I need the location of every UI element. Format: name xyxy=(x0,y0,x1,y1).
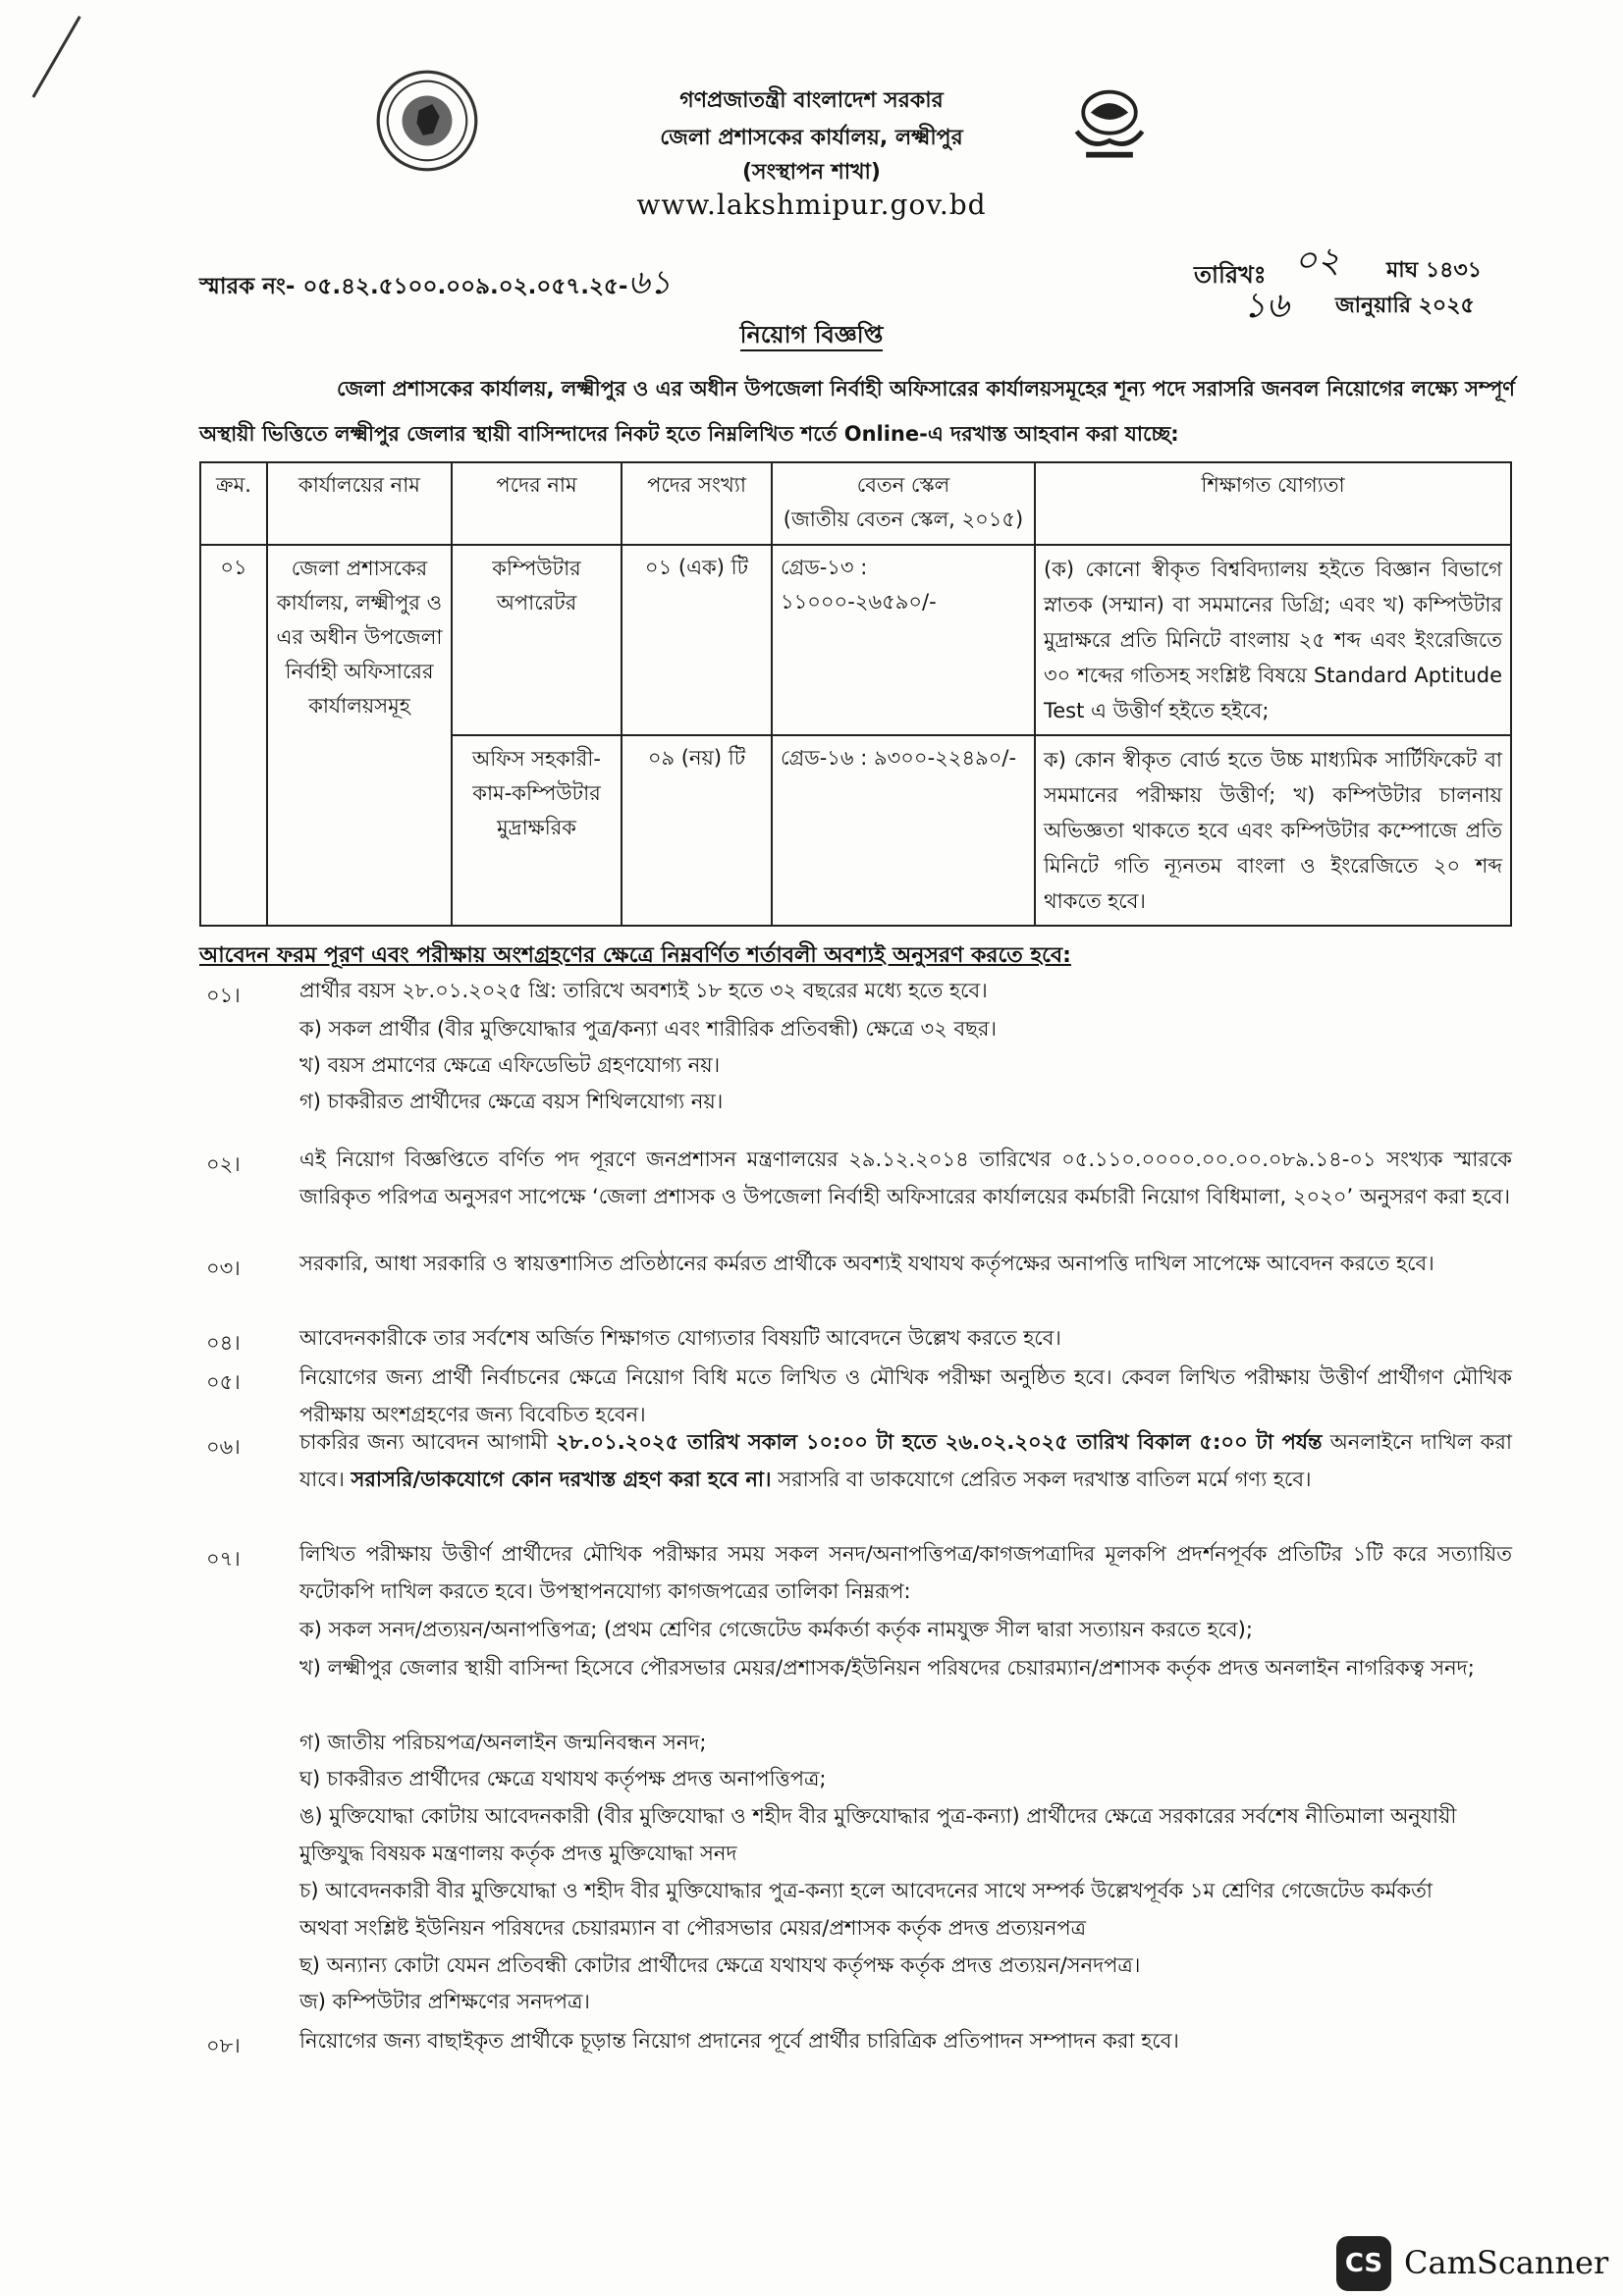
cell-qualification: ক) কোন স্বীকৃত বোর্ড হতে উচ্চ মাধ্যমিক সার্টিফিকেট বা সমমানের পরীক্ষায় উত্তীর্ণ; খ) কম্পিউটার চালনায় অভিজ্ঞতা থাকতে হবে এবং কম্পিউটার কম্পোজে প্রতি মিনিটে গতি ন্যূনতম বাংলা ও ইংরেজিতে ২০ শব্দ থাকতে হবে। xyxy=(1035,735,1511,926)
cell-scale: গ্রেড-১৬ : ৯৩০০-২২৪৯০/- xyxy=(772,735,1035,926)
condition-number: ০৬। xyxy=(206,1435,241,1459)
cell-post: অফিস সহকারী-কাম-কম্পিউটার মুদ্রাক্ষরিক xyxy=(452,735,622,926)
date-label: তারিখঃ xyxy=(1194,261,1267,289)
date-day-english: ১৬ xyxy=(1243,286,1289,326)
cell-count: ০৯ (নয়) টি xyxy=(622,735,772,926)
condition-number: ০৪। xyxy=(206,1331,241,1355)
memo-label: স্মারক নং- ০৫.৪২.৫১০০.০০৯.০২.০৫৭.২৫- xyxy=(199,274,628,299)
header-website: www.lakshmipur.gov.bd xyxy=(636,188,987,221)
notice-title: নিয়োগ বিজ্ঞপ্তি xyxy=(0,317,1623,356)
condition-subitem: ঘ) চাকরীরত প্রার্থীদের ক্ষেত্রে যথাযথ কর্তৃপক্ষ প্রদত্ত অনাপত্তিপত্র; xyxy=(299,1767,827,1790)
conditions-heading: আবেদন ফরম পূরণ এবং পরীক্ষায় অংশগ্রহণের ক্ষেত্রে নিম্নবর্ণিত শর্তাবলী অবশ্যই অনুসরণ করতে হবে: xyxy=(199,943,1071,968)
condition-subitem: ক) সকল প্রার্থীর (বীর মুক্তিযোদ্ধার পুত্র/কন্যা এবং শারীরিক প্রতিবন্ধী) ক্ষেত্রে ৩২ বছর। xyxy=(299,1017,997,1041)
memo-number xyxy=(199,257,672,313)
cell-serial: ০১ xyxy=(200,545,267,926)
col-office: কার্যালয়ের নাম xyxy=(267,462,452,545)
date-month-bangla: মাঘ ১৪৩১ xyxy=(1386,258,1482,283)
camscanner-logo-icon: CS xyxy=(1336,2236,1391,2291)
col-count: পদের সংখ্যা xyxy=(622,462,772,545)
condition-text: নিয়োগের জন্য প্রার্থী নির্বাচনের ক্ষেত্রে নিয়োগ বিধি মতে লিখিত ও মৌখিক পরীক্ষা অনুষ্ঠিত হবে। কেবল লিখিত পরীক্ষায় উত্তীর্ণ প্রার্থীগণ মৌখিক পরীক্ষায় অংশগ্রহণের জন্য বিবেচিত হবেন। xyxy=(299,1365,1512,1426)
condition-subitem: ক) সকল সনদ/প্রত্যয়ন/অনাপত্তিপত্র; (প্রথম শ্রেণির গেজেটেড কর্মকর্তা কর্তৃক নামযুক্ত সীল দ্বারা সত্যায়ন করতে হবে); xyxy=(299,1618,1253,1641)
condition-text: প্রার্থীর বয়স ২৮.০১.২০২৫ খ্রি: তারিখে অবশ্যই ১৮ হতে ৩২ বছরের মধ্যে হতে হবে। xyxy=(299,979,988,1002)
col-scale: বেতন স্কেল (জাতীয় বেতন স্কেল, ২০১৫) xyxy=(772,462,1035,545)
condition-number: ০৫। xyxy=(206,1370,241,1394)
header-government: গণপ্রজাতন্ত্রী বাংলাদেশ সরকার xyxy=(679,88,944,113)
condition-text: এই নিয়োগ বিজ্ঞপ্তিতে বর্ণিত পদ পূরণে জনপ্রশাসন মন্ত্রণালয়ের ২৯.১২.২০১৪ তারিখের ০৫.১১০.০০০০.০০.০০.০৮৯.১৪-০১ সংখ্যক স্মারকে জারিকৃত পরিপত্র অনুসরণ সাপেক্ষে ‘জেলা প্রশাসক ও উপজেলা নির্বাহী অফিসারের কার্যালয়ের কর্মচারী নিয়োগ বিধিমালা, ২০২০’ অনুসরণ করা হবে। xyxy=(299,1148,1512,1208)
condition-subitem: গ) চাকরীরত প্রার্থীদের ক্ষেত্রে বয়স শিথিলযোগ্য নয়। xyxy=(299,1090,724,1113)
col-serial: ক্রম. xyxy=(200,462,267,545)
col-qualification: শিক্ষাগত যোগ্যতা xyxy=(1035,462,1511,545)
condition-subitem: ছ) অন্যান্য কোটা যেমন প্রতিবন্ধী কোটার প্রার্থীদের ক্ষেত্রে যথাযথ কর্তৃপক্ষ কর্তৃক প্রদত্ত প্রত্যয়ন/সনদপত্র। xyxy=(299,1953,1141,1977)
condition-number: ০৭। xyxy=(206,1547,241,1571)
condition-subitem: খ) লক্ষ্মীপুর জেলার স্থায়ী বাসিন্দা হিসেবে পৌরসভার মেয়র/প্রশাসক/ইউনিয়ন পরিষদের চেয়ারম্যান/প্রশাসক কর্তৃক প্রদত্ত অনলাইন নাগরিকত্ব সনদ; xyxy=(299,1656,1475,1680)
col-post: পদের নাম xyxy=(452,462,622,545)
camscanner-brand: CamScanner xyxy=(1404,2244,1609,2281)
table-header-row xyxy=(200,462,1511,545)
condition-text: আবেদনকারীকে তার সর্বশেষ অর্জিত শিক্ষাগত যোগ্যতার বিষয়টি আবেদনে উল্লেখ করতে হবে। xyxy=(299,1326,1061,1350)
condition-subitem: খ) বয়স প্রমাণের ক্ষেত্রে এফিডেভিট গ্রহণযোগ্য নয়। xyxy=(299,1053,721,1077)
posts-table xyxy=(199,461,1512,927)
condition-number: ০৮। xyxy=(206,2034,241,2057)
cell-scale: গ্রেড-১৩ : ১১০০০-২৬৫৯০/- xyxy=(772,545,1035,735)
intro-paragraph: জেলা প্রশাসকের কার্যালয়, লক্ষ্মীপুর ও এর অধীন উপজেলা নির্বাহী অফিসারের কার্যালয়সমূহের শূন্য পদে সরাসরি জনবল নিয়োগের লক্ষ্যে সম্পূর্ণ অস্থায়ী ভিত্তিতে লক্ষ্মীপুর জেলার স্থায়ী বাসিন্দাদের নিকট হতে নিম্নলিখিত শর্তে Online-এ দরখাস্ত আহবান করা যাচ্ছে: xyxy=(199,377,1515,446)
date-month-english: জানুয়ারি ২০২৫ xyxy=(1335,294,1475,318)
condition-number: ০২। xyxy=(206,1152,241,1176)
memo-handwritten-number: ৬১ xyxy=(627,263,672,302)
table-row xyxy=(200,545,1511,735)
condition-subitem: চ) আবেদনকারী বীর মুক্তিযোদ্ধা ও শহীদ বীর মুক্তিযোদ্ধার পুত্র-কন্যা হলে আবেদনের সাথে সম্পর্ক উল্লেখপূর্বক ১ম শ্রেণির গেজেটেড কর্মকর্তা অথবা সংশ্লিষ্ট ইউনিয়ন পরিষদের চেয়ারম্যান বা পৌরসভার মেয়র/প্রশাসক কর্তৃক প্রদত্ত প্রত্যয়নপত্র xyxy=(299,1879,1433,1940)
date-day-bangla: ০২ xyxy=(1294,240,1340,281)
condition-text: নিয়োগের জন্য বাছাইকৃত প্রার্থীকে চূড়ান্ত নিয়োগ প্রদানের পূর্বে প্রার্থীর চারিত্রিক প্রতিপাদন সম্পাদন করা হবে। xyxy=(299,2029,1179,2053)
condition-text: লিখিত পরীক্ষায় উত্তীর্ণ প্রার্থীদের মৌখিক পরীক্ষার সময় সকল সনদ/অনাপত্তিপত্র/কাগজপত্রাদির মূলকপি প্রদর্শনপূর্বক প্রতিটির ১টি করে সত্যায়িত ফটোকপি দাখিল করতে হবে। উপস্থাপনযোগ্য কাগজপত্রের তালিকা নিম্নরূপ: xyxy=(299,1542,1512,1603)
condition-number: ০৩। xyxy=(206,1256,241,1280)
condition-subitem: ঙ) মুক্তিযোদ্ধা কোটায় আবেদনকারী (বীর মুক্তিযোদ্ধা ও শহীদ বীর মুক্তিযোদ্ধার পুত্র-কন্যা) প্রার্থীদের ক্ষেত্রে সরকারের সর্বশেষ নীতিমালা অনুযায়ী মুক্তিযুদ্ধ বিষয়ক মন্ত্রণালয় কর্তৃক প্রদত্ত মুক্তিযোদ্ধা সনদ xyxy=(299,1804,1457,1865)
header-section: (সংস্থাপন শাখা) xyxy=(741,160,881,185)
cell-count: ০১ (এক) টি xyxy=(622,545,772,735)
condition-text: চাকরির জন্য আবেদন আগামী ২৮.০১.২০২৫ তারিখ সকাল ১০:০০ টা হতে ২৬.০২.২০২৫ তারিখ বিকাল ৫:০০ টা পর্যন্ত অনলাইনে দাখিল করা যাবে। সরাসরি/ডাকযোগে কোন দরখাস্ত গ্রহণ করা হবে না। সরাসরি বা ডাকযোগে প্রেরিত সকল দরখাস্ত বাতিল মর্মে গণ্য হবে। xyxy=(299,1430,1512,1491)
cell-office: জেলা প্রশাসকের কার্যালয়, লক্ষ্মীপুর ও এর অধীন উপজেলা নির্বাহী অফিসারের কার্যালয়সমূহ xyxy=(267,545,452,926)
header-office: জেলা প্রশাসকের কার্যালয়, লক্ষ্মীপুর xyxy=(660,126,963,150)
cell-qualification: (ক) কোনো স্বীকৃত বিশ্ববিদ্যালয় হইতে বিজ্ঞান বিভাগে স্নাতক (সম্মান) বা সমমানের ডিগ্রি; এবং খ) কম্পিউটার মুদ্রাক্ষরে প্রতি মিনিটে বাংলায় ২৫ শব্দ এবং ইংরেজিতে ৩০ শব্দের গতিসহ সংশ্লিষ্ট বিষয়ে Standard Aptitude Test এ উত্তীর্ণ হইতে হইবে; xyxy=(1035,545,1511,735)
cell-post: কম্পিউটার অপারেটর xyxy=(452,545,622,735)
condition-subitem: গ) জাতীয় পরিচয়পত্র/অনলাইন জন্মনিবন্ধন সনদ; xyxy=(299,1731,707,1754)
condition-subitem: জ) কম্পিউটার প্রশিক্ষণের সনদপত্র। xyxy=(299,1990,590,2013)
condition-text: সরকারি, আধা সরকারি ও স্বায়ত্তশাসিত প্রতিষ্ঠানের কর্মরত প্রার্থীকে অবশ্যই যথাযথ কর্তৃপক্ষের অনাপত্তি দাখিল সাপেক্ষে আবেদন করতে হবে। xyxy=(299,1252,1434,1275)
condition-number: ০১। xyxy=(206,984,241,1007)
